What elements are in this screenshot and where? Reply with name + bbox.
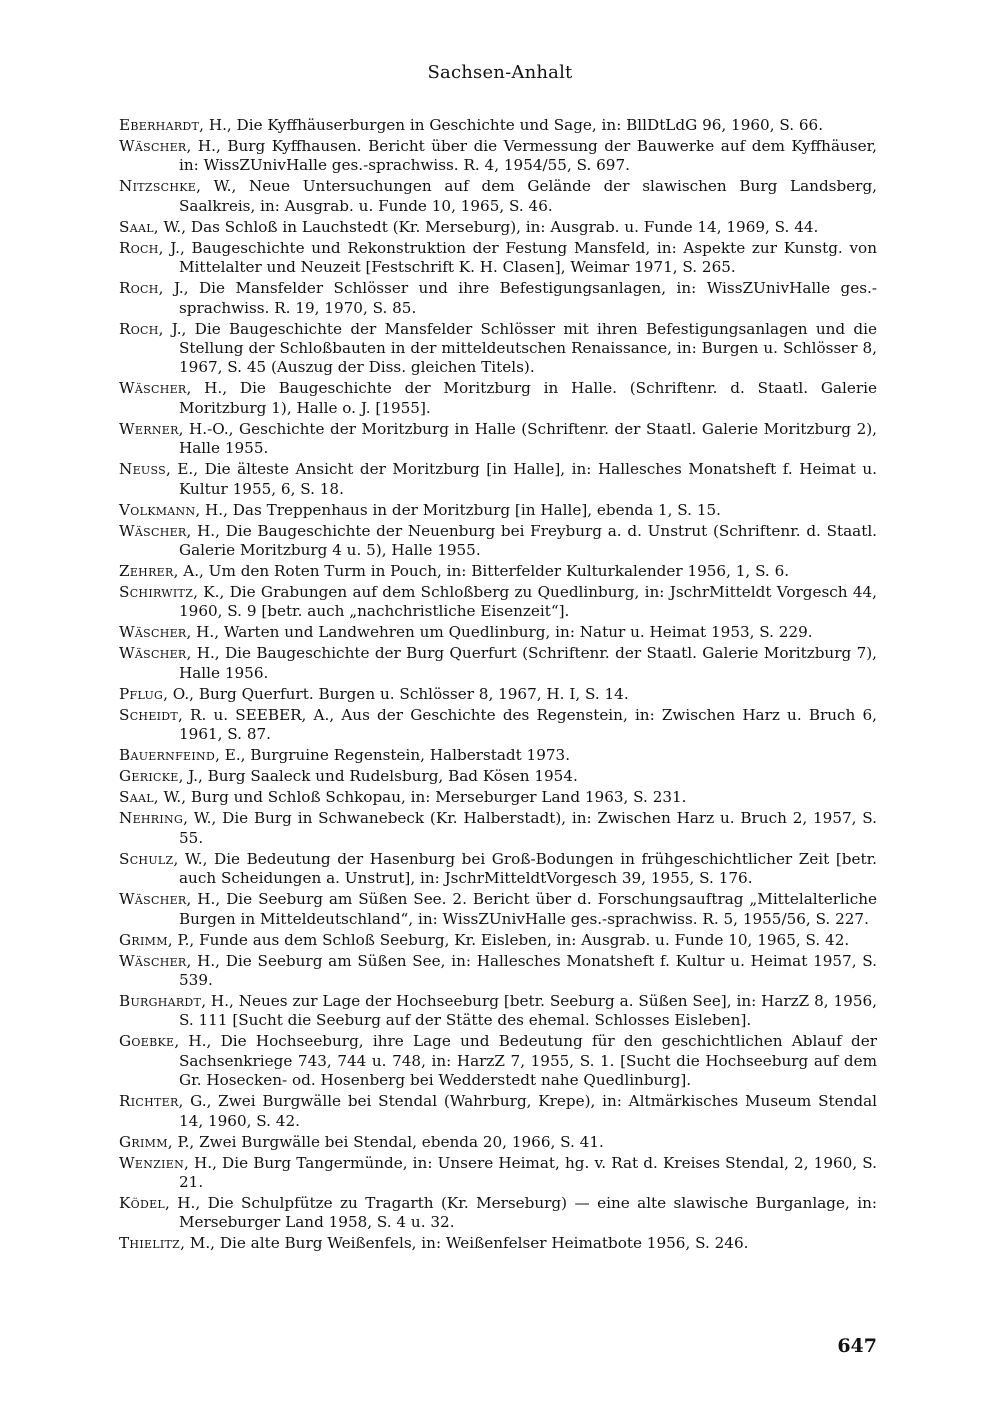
entry-author: Wäscher [119,521,187,540]
bibliography-entry [119,952,877,991]
entry-author: Grimm [119,1132,168,1151]
running-header: Sachsen-Anhalt [427,62,573,83]
entry-text: , A., Um den Roten Turm in Pouch, in: Bitterfelder Kulturkalender 1956, 1, S. 6. [173,562,790,581]
entry-text: , G., Zwei Burgwälle bei Stendal (Wahrburg, Krepe), in: Altmärkisches Museum Stendal 14, 1960, S. 42. [178,1092,877,1130]
bibliography-entry [119,379,877,418]
entry-author: Scheidt [119,705,179,724]
entry-author: Roch [119,319,159,338]
bibliography-entry [119,137,877,176]
entry-author: Bauernfeind [119,746,216,765]
entry-author: Grimm [119,930,168,949]
bibliography-entry [119,788,877,807]
entry-text: , W., Die Burg in Schwanebeck (Kr. Halberstadt), in: Zwischen Harz u. Bruch 2, 1957, S. 55. [179,809,877,847]
bibliography-entry [119,1234,877,1253]
entry-text: , H.-O., Geschichte der Moritzburg in Halle (Schriftenr. der Staatl. Galerie Moritzburg 2), Halle 1955. [178,419,877,458]
entry-text: , H., Das Treppenhaus in der Moritzburg [in Halle], ebenda 1, S. 15. [195,500,721,519]
bibliography-entry [119,623,877,642]
bibliography-entry [119,522,877,561]
bibliography-entry [119,279,877,318]
entry-text: , J., Baugeschichte und Rekonstruktion der Festung Mansfeld, in: Aspekte zur Kunstg. von Mittelalter und Neuzeit [Festschrift K. H. Clasen], Weimar 1971, S. 265. [158,238,877,277]
entry-author: Schulz [119,849,174,868]
entry-author: Goebke [119,1032,175,1051]
entry-author: Werner [119,419,179,438]
bibliography-entry [119,1092,877,1131]
bibliography-entry [119,116,877,135]
entry-author: Saal [119,788,154,807]
bibliography-entry [119,644,877,683]
entry-text: , H., Die Burg Tangermünde, in: Unsere Heimat, hg. v. Rat d. Kreises Stendal, 2, 1960, S. 21. [179,1153,877,1191]
bibliography-entry [119,501,877,520]
bibliography-entry [119,1032,877,1090]
entry-text: , H., Neues zur Lage der Hochseeburg [betr. Seeburg a. Süßen See], in: HarzZ 8, 1956, S. 111 [Sucht die Seeburg auf der Stätte des ehemal. Schlosses Eisleben]. [179,991,877,1030]
entry-text: , J., Burg Saaleck und Rudelsburg, Bad Kösen 1954. [178,767,578,786]
bibliography-entry [119,931,877,950]
bibliography-entry [119,420,877,459]
entry-text: , O., Burg Querfurt. Burgen u. Schlösser 8, 1967, H. I, S. 14. [163,684,629,703]
entry-author: Saal [119,217,154,236]
bibliography-entry [119,239,877,278]
entry-author: Thielitz [119,1234,181,1253]
entry-text: , H., Die Kyffhäuserburgen in Geschichte und Sage, in: BllDtLdG 96, 1960, S. 66. [199,116,824,134]
bibliography-entry [119,890,877,929]
entry-text: , W., Das Schloß in Lauchstedt (Kr. Merseburg), in: Ausgrab. u. Funde 14, 1969, S. 44. [153,217,819,236]
bibliography-entry [119,460,877,499]
entry-author: Wäscher [119,137,187,155]
bibliography-entry [119,218,877,237]
entry-text: , W., Neue Untersuchungen auf dem Gelände der slawischen Burg Landsberg, Saalkreis, in: Ausgrab. u. Funde 10, 1965, S. 46. [179,177,877,215]
entry-text: , H., Die Schulpfütze zu Tragarth (Kr. Merseburg) — eine alte slawische Burganlage, in: Merseburger Land 1958, S. 4 u. 32. [165,1193,877,1232]
bibliography-list [119,116,877,1255]
page-number: 647 [837,1335,877,1357]
bibliography-entry [119,583,877,622]
entry-text: , H., Die Baugeschichte der Neuenburg bei Freyburg a. d. Unstrut (Schriftenr. d. Staatl. Galerie Moritzburg 4 u. 5), Halle 1955. [179,521,877,560]
entry-author: Pflug [119,684,164,703]
bibliography-entry [119,809,877,848]
bibliography-entry [119,1194,877,1233]
entry-author: Ködel [119,1193,166,1212]
entry-author: Wäscher [119,379,187,398]
entry-text: , P., Funde aus dem Schloß Seeburg, Kr. Eisleben, in: Ausgrab. u. Funde 10, 1965, S. 42. [167,930,850,949]
entry-author: Nehring [119,809,184,828]
bibliography-entry [119,562,877,581]
entry-text: , H., Burg Kyffhausen. Bericht über die Vermessung der Bauwerke auf dem Kyffhäuser, in: WissZUnivHalle ges.-sprachwiss. R. 4, 1954/55, S. 697. [179,137,877,175]
entry-text: , W., Burg und Schloß Schkopau, in: Merseburger Land 1963, S. 231. [153,788,687,807]
entry-author: Richter [119,1092,179,1111]
bibliography-entry [119,685,877,704]
bibliography-entry [119,1133,877,1152]
entry-author: Burghardt [119,991,202,1010]
entry-author: Eberhardt [119,116,200,134]
entry-text: , J., Die Mansfelder Schlösser und ihre Befestigungsanlagen, in: WissZUnivHalle ges.-sprachwiss. R. 19, 1970, S. 85. [158,279,877,317]
bibliography-entry [119,177,877,216]
entry-text: , H., Die Seeburg am Süßen See, in: Hallesches Monatsheft f. Kultur u. Heimat 1957, S. 539. [179,951,877,989]
entry-text: , E., Burgruine Regenstein, Halberstadt 1973. [215,746,571,765]
entry-author: Wäscher [119,951,187,970]
entry-text: , M., Die alte Burg Weißenfels, in: Weißenfelser Heimatbote 1956, S. 246. [180,1234,749,1253]
entry-author: Neuss [119,460,166,479]
entry-author: Wenzien [119,1153,185,1172]
entry-author: Schirwitz [119,583,194,602]
entry-text: , H., Die Baugeschichte der Burg Querfurt (Schriftenr. der Staatl. Galerie Moritzburg 7), Halle 1956. [179,644,877,682]
entry-author: Wäscher [119,890,187,909]
entry-text: , W., Die Bedeutung der Hasenburg bei Groß-Bodungen in frühgeschichtlicher Zeit [betr. auch Scheidungen a. Unstrut], in: JschrMitteldtVorgesch 39, 1955, S. 176. [173,849,877,888]
entry-text: , H., Die Seeburg am Süßen See. 2. Bericht über d. Forschungsauftrag „Mittelalterliche Burgen in Mitteldeutschland“, in: WissZUnivHalle ges.-sprachwiss. R. 5, 1955/56, S. 227. [179,890,877,928]
entry-author: Wäscher [119,623,187,642]
entry-author: Gericke [119,767,179,786]
bibliography-entry [119,746,877,765]
entry-author: Zehrer [119,562,174,581]
entry-text: , P., Zwei Burgwälle bei Stendal, ebenda 20, 1966, S. 41. [167,1132,604,1151]
entry-author: Roch [119,279,159,298]
entry-text: , H., Die Hochseeburg, ihre Lage und Bedeutung für den geschichtlichen Ablauf der Sachsenkriege 743, 744 u. 748, in: HarzZ 7, 1955, S. 1. [Sucht die Hochseeburg auf dem Gr. Hosecken- od. Hosenberg bei Wedderstedt nahe Quedlinburg]. [174,1032,877,1090]
bibliography-entry [119,850,877,889]
entry-text: , K., Die Grabungen auf dem Schloßberg zu Quedlinburg, in: JschrMitteldt Vorgesch 44, 1960, S. 9 [betr. auch „nachchristliche Eisenzeit“]. [179,583,877,621]
bibliography-entry [119,706,877,745]
entry-text: , R. u. SEEBER, A., Aus der Geschichte des Regenstein, in: Zwischen Harz u. Bruch 6, 1961, S. 87. [178,705,877,744]
entry-text: , H., Warten und Landwehren um Quedlinburg, in: Natur u. Heimat 1953, S. 229. [186,623,813,642]
bibliography-entry [119,320,877,378]
entry-author: Nitzschke [119,177,197,196]
entry-text: , E., Die älteste Ansicht der Moritzburg [in Halle], in: Hallesches Monatsheft f. Heimat u. Kultur 1955, 6, S. 18. [165,460,877,498]
entry-author: Wäscher [119,644,187,663]
bibliography-entry [119,767,877,786]
bibliography-entry [119,1154,877,1193]
entry-author: Roch [119,238,159,257]
entry-text: , H., Die Baugeschichte der Moritzburg in Halle. (Schriftenr. d. Staatl. Galerie Moritzburg 1), Halle o. J. [1955]. [179,379,877,417]
bibliography-entry [119,992,877,1031]
entry-text: , J., Die Baugeschichte der Mansfelder Schlösser mit ihren Befestigungsanlagen und die Stellung der Schloßbauten in der mitteldeutschen Renaissance, in: Burgen u. Schlösser 8, 1967, S. 45 (Auszug der Diss. gleichen Titels). [158,319,877,377]
entry-author: Volkmann [119,500,196,519]
